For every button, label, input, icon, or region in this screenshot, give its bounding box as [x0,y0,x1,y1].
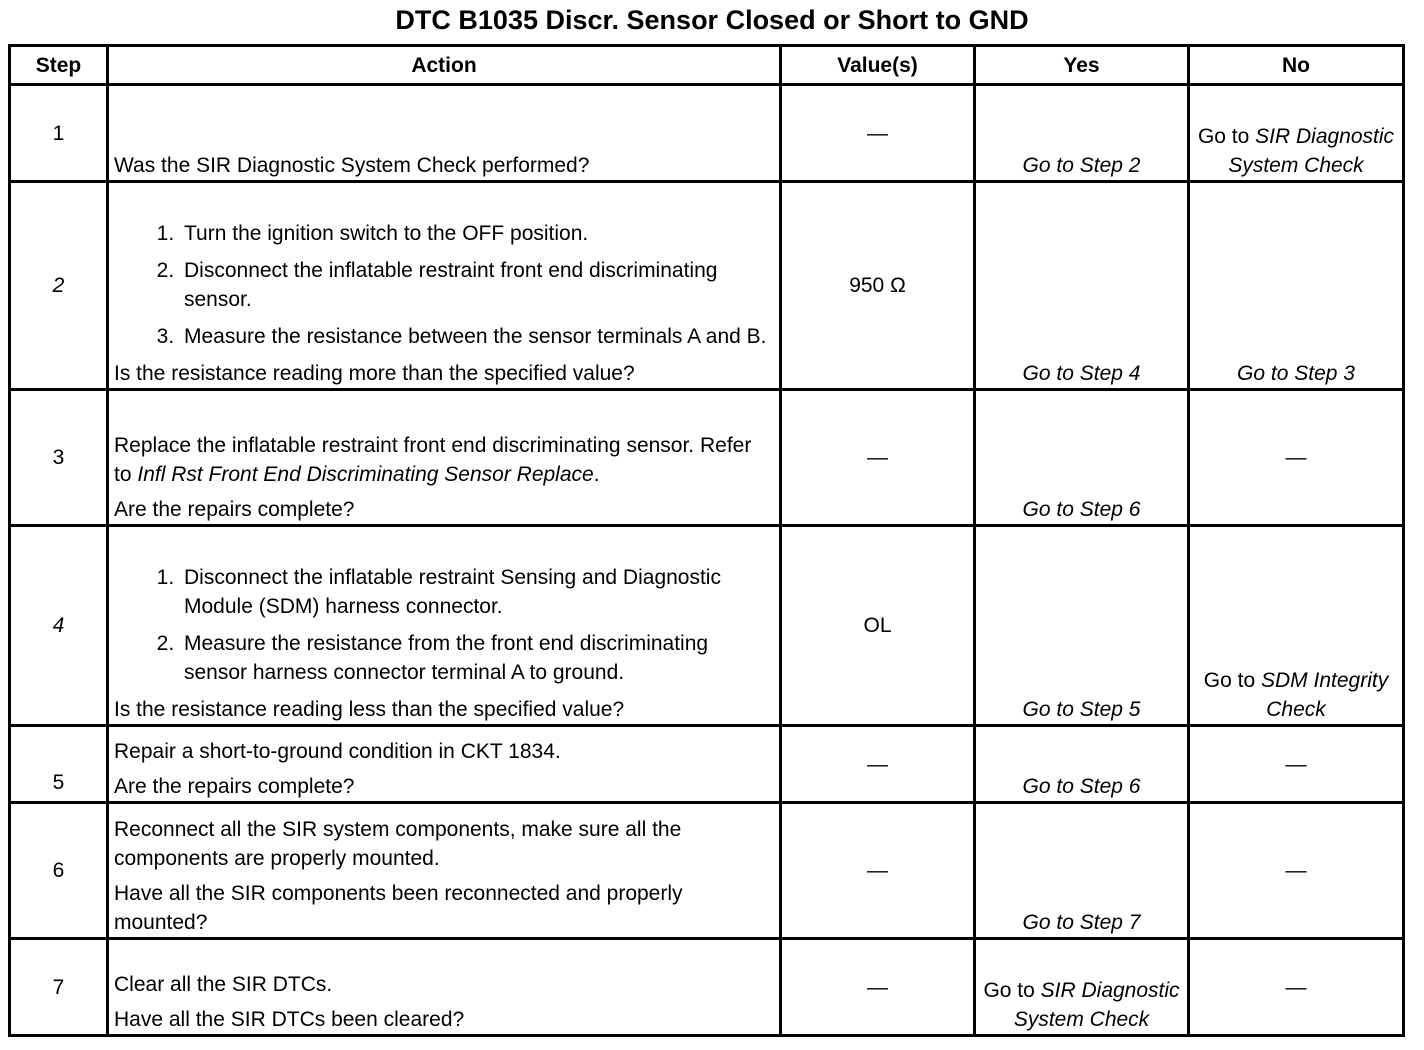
action-text: Reconnect all the SIR system components, make sure all the components are properly mounted. [114,818,682,870]
action-cell [108,182,781,390]
table-header-row [10,46,1404,85]
yes-link[interactable]: SIR Diagnostic System Check [1013,979,1180,1031]
action-question: Is the resistance reading less than the specified value? [114,698,625,721]
header-no: No [1189,46,1404,85]
value-cell: — [781,85,975,182]
no-prefix: Go to [1203,669,1261,692]
action-cell [108,803,781,939]
action-step: 1. Disconnect the inflatable restraint Sensing and Diagnostic Module (SDM) harness connector. [180,563,774,621]
replace-procedure-link[interactable]: Infl Rst Front End Discriminating Sensor Replace [137,463,594,486]
no-prefix: Go to [1197,125,1256,148]
no-cell[interactable] [1189,526,1404,726]
yes-cell[interactable] [975,939,1189,1036]
no-cell: — [1189,803,1404,939]
value-cell: — [781,726,975,803]
no-cell[interactable]: Go to Step 3 [1189,182,1404,390]
no-cell[interactable] [1189,85,1404,182]
value-cell: — [781,939,975,1036]
action-text-suffix: . [593,463,600,486]
table-row [10,803,1404,939]
step-number: 6 [10,803,108,939]
action-question: Are the repairs complete? [114,498,355,521]
step-number: 1 [10,85,108,182]
step-number: 4 [10,526,108,726]
action-question: Was the SIR Diagnostic System Check performed? [114,154,590,177]
value-cell: 950 Ω [781,182,975,390]
action-steps [114,219,774,351]
header-action: Action [108,46,781,85]
action-question: Have all the SIR DTCs been cleared? [114,1008,465,1031]
yes-cell[interactable]: Go to Step 7 [975,803,1189,939]
step-number: 3 [10,390,108,526]
no-cell: — [1189,390,1404,526]
no-link[interactable]: SDM Integrity Check [1261,669,1389,721]
action-text [114,431,774,489]
action-text: Repair a short-to-ground condition in CKT 1834. [114,740,561,763]
yes-cell[interactable]: Go to Step 5 [975,526,1189,726]
action-step: 2. Measure the resistance from the front end discriminating sensor harness connector terminal A to ground. [180,629,774,687]
header-values: Value(s) [781,46,975,85]
header-yes: Yes [975,46,1189,85]
value-cell: — [781,803,975,939]
step-number: 5 [10,726,108,803]
table-row [10,85,1404,182]
action-step: 1. Turn the ignition switch to the OFF position. [180,219,774,248]
diagnostic-table [8,44,1405,1037]
step-number: 7 [10,939,108,1036]
action-text: Clear all the SIR DTCs. [114,973,333,996]
yes-cell[interactable]: Go to Step 6 [975,390,1189,526]
table-row [10,526,1404,726]
yes-cell[interactable]: Go to Step 4 [975,182,1189,390]
value-cell: OL [781,526,975,726]
yes-prefix: Go to [983,979,1041,1002]
no-link[interactable]: SIR Diagnostic System Check [1228,125,1395,177]
table-row [10,390,1404,526]
action-cell [108,390,781,526]
action-question: Have all the SIR components been reconnected and properly mounted? [114,882,683,934]
action-step: 3. Measure the resistance between the sensor terminals A and B. [180,322,774,351]
no-cell: — [1189,726,1404,803]
no-cell: — [1189,939,1404,1036]
action-cell [108,85,781,182]
step-number: 2 [10,182,108,390]
action-question: Is the resistance reading more than the specified value? [114,362,635,385]
table-row [10,726,1404,803]
yes-cell[interactable]: Go to Step 6 [975,726,1189,803]
page-title: DTC B1035 Discr. Sensor Closed or Short to GND [395,5,1029,35]
action-cell [108,526,781,726]
action-cell [108,939,781,1036]
action-question: Are the repairs complete? [114,775,355,798]
header-step: Step [10,46,108,85]
action-text-prefix: Replace the inflatable restraint front end discriminating sensor. Refer to [114,434,752,486]
action-cell [108,726,781,803]
table-row [10,182,1404,390]
value-cell: — [781,390,975,526]
yes-cell[interactable]: Go to Step 2 [975,85,1189,182]
action-step: 2. Disconnect the inflatable restraint front end discriminating sensor. [180,256,774,314]
action-steps [114,563,774,687]
table-row [10,939,1404,1036]
